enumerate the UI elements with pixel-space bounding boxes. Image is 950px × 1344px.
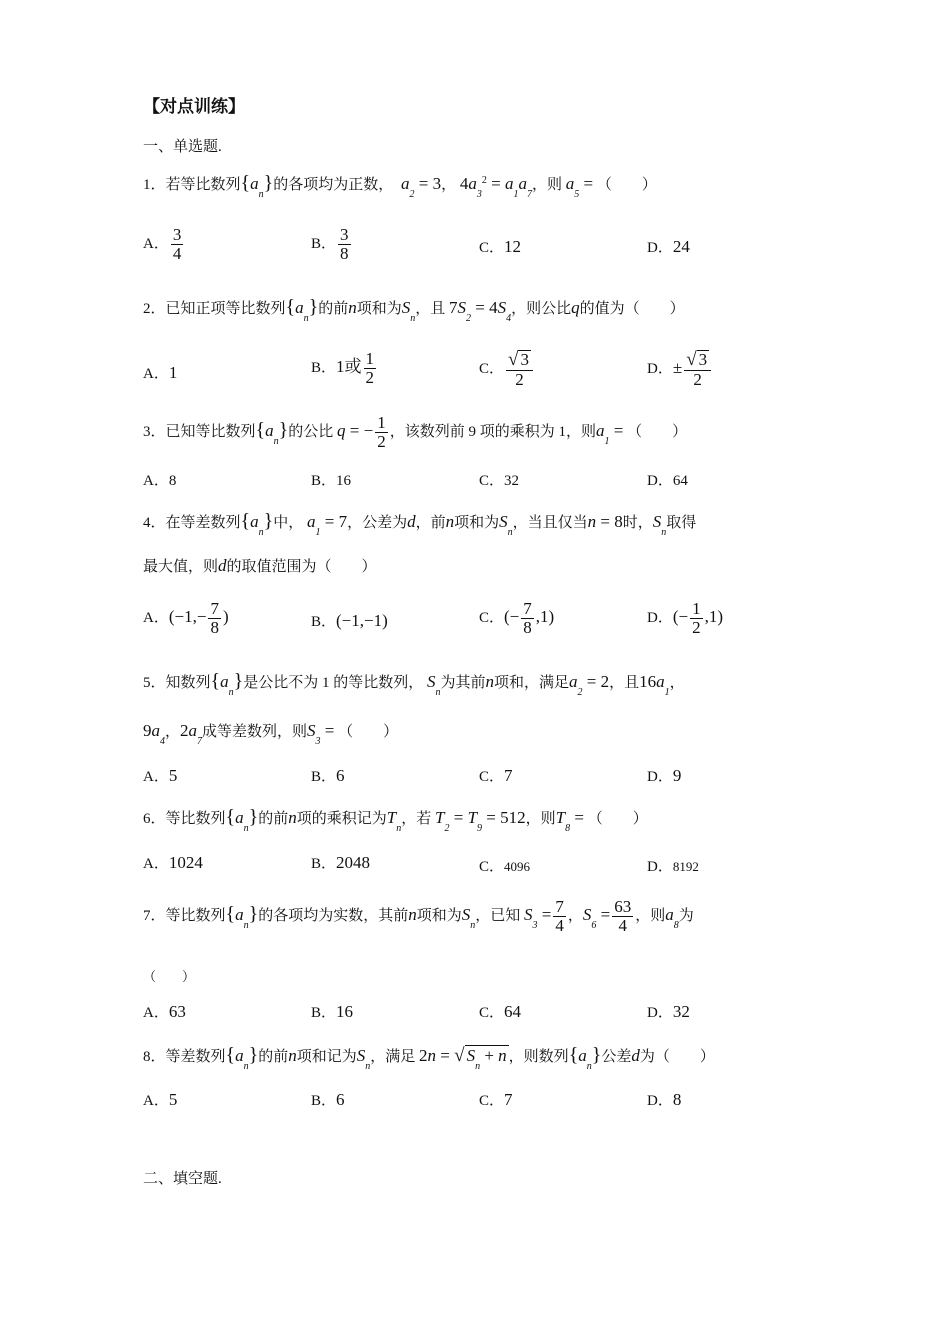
section-title-single-choice: 一、单选题. xyxy=(143,139,222,155)
q6-option-a: A．1024 xyxy=(143,853,203,872)
q3-option-d: D．64 xyxy=(647,473,688,489)
q4-option-c: C．(− $\frac{7}{8}$ ,1) xyxy=(479,599,555,637)
q4-option-d: D．(− $\frac{1}{2}$ ,1) xyxy=(647,599,724,637)
question-3: 3．已知等比数列$\{a_n\}$的公比 q = − $\frac{1}{2}$ ，该数列前 9 项的乘积为 1，则$a_1$ = （ ） xyxy=(143,413,688,451)
question-2: 2．已知正项等比数列$\{a_n\}$的前n项和为$S_n$，且 $7S_2 = 4S_4$，则公比q的值为（ ） xyxy=(143,296,685,324)
q7-option-d: D．32 xyxy=(647,1002,690,1021)
question-7-line-1: 7．等比数列$\{a_n\}$的各项均为实数，其前n项和为$S_n$，已知 $S_3$ = $\frac{7}{4}$ ，$S_6$ = $\frac{63}{4}$ ，则$a_8$为 xyxy=(143,897,694,935)
q8-option-d: D．8 xyxy=(647,1090,682,1109)
q5-option-b: B．6 xyxy=(311,766,345,785)
q6-option-d: D．8192 xyxy=(647,859,699,875)
q6-option-b: B．2048 xyxy=(311,853,371,872)
q3-option-a: A．8 xyxy=(143,473,177,489)
q3-option-b: B．16 xyxy=(311,473,352,489)
question-1: 1．若等比数列$\{a_n\}$的各项均为正数， $a_2 = 3$， $4a_3^2 = a_1a_7$，则 $a_5$ = （ ） xyxy=(143,172,657,200)
q2-option-c: C． $\frac{√ 3}{2}$ xyxy=(479,350,535,389)
q6-option-c: C．4096 xyxy=(479,859,531,875)
q8-option-a: A．5 xyxy=(143,1090,178,1109)
question-4-line-2: 最大值，则d的取值范围为（ ） xyxy=(143,556,377,575)
question-5-line-2: $9a_4$，$2a_7$成等差数列，则$S_3$ = （ ） xyxy=(143,721,399,747)
section-title-fill-blank: 二、填空题. xyxy=(143,1171,222,1187)
q8-option-c: C．7 xyxy=(479,1090,513,1109)
q2-option-d: D．± $\frac{√ 3}{2}$ xyxy=(647,350,713,389)
question-4-line-1: 4．在等差数列$\{a_n\}$中， $a_1 = 7$，公差为d，前n项和为$S_n$，当且仅当n = 8时，$S_n$取得 xyxy=(143,510,697,538)
q2-option-b: B．1或 $\frac{1}{2}$ xyxy=(311,349,375,387)
q7-option-b: B．16 xyxy=(311,1002,354,1021)
q8-option-b: B．6 xyxy=(311,1090,345,1109)
question-7-line-2: （ ） xyxy=(143,969,196,984)
q1-option-a: A． $\frac{3}{4}$ xyxy=(143,225,182,263)
question-6: 6．等比数列$\{a_n\}$的前n项的乘积记为$T_n$，若 $T_2 = T_9 = 512$，则$T_8$ = （ ） xyxy=(143,806,648,834)
q1-option-b: B． $\frac{3}{8}$ xyxy=(311,225,349,263)
q7-option-c: C．64 xyxy=(479,1002,522,1021)
page-heading: 【对点训练】 xyxy=(143,97,245,116)
q3-option-c: C．32 xyxy=(479,473,520,489)
q2-option-a: A．1 xyxy=(143,363,178,382)
question-8: 8．等差数列$\{a_n\}$的前n项和记为$S_n$，满足 2n = √ $S_n + n$ ，则数列$\{a_n\}$公差d为（ ） xyxy=(143,1044,715,1072)
q1-option-c: C．12 xyxy=(479,237,522,256)
q4-option-b: B．(−1,−1) xyxy=(311,611,388,630)
q5-option-c: C．7 xyxy=(479,766,513,785)
q1-option-d: D．24 xyxy=(647,237,690,256)
question-5-line-1: 5．知数列$\{a_n\}$是公比不为 1 的等比数列， $S_n$为其前n项和，满足$a_2 = 2$，且$16a_1$， xyxy=(143,670,685,698)
q5-option-d: D．9 xyxy=(647,766,682,785)
q7-option-a: A．63 xyxy=(143,1002,186,1021)
q4-option-a: A．(−1,− $\frac{7}{8}$ ) xyxy=(143,599,229,637)
q5-option-a: A．5 xyxy=(143,766,178,785)
